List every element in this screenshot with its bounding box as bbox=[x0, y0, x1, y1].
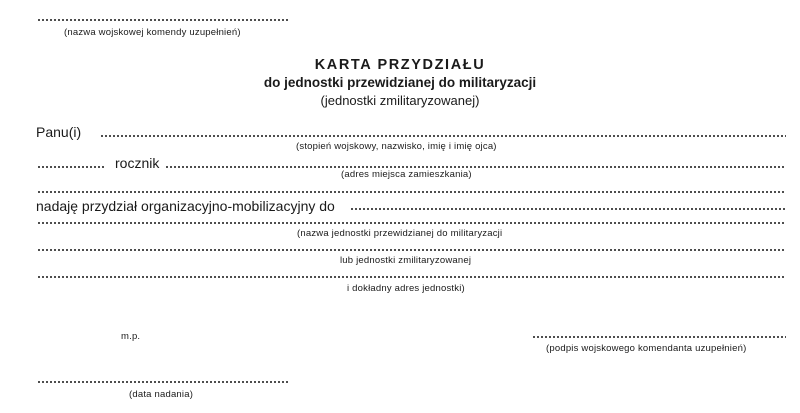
document-title: KARTA PRZYDZIAŁU bbox=[314, 57, 486, 73]
issue-date-line[interactable] bbox=[37, 381, 290, 383]
unit-name-line[interactable] bbox=[350, 208, 786, 210]
issue-date-caption: (data nadania) bbox=[129, 389, 194, 400]
person-name-line[interactable] bbox=[100, 135, 786, 137]
address-caption: (adres miejsca zamieszkania) bbox=[341, 169, 472, 180]
unit-line-2[interactable] bbox=[37, 222, 786, 224]
unit-caption-3: i dokładny adres jednostki) bbox=[347, 283, 465, 294]
commissariat-name-caption: (nazwa wojskowej komendy uzupełnień) bbox=[64, 27, 241, 38]
rocznik-label: rocznik bbox=[115, 155, 160, 171]
unit-line-3[interactable] bbox=[37, 249, 786, 251]
document-subtitle-2: (jednostki zmilitaryzowanej) bbox=[320, 93, 480, 108]
address-line-2[interactable] bbox=[37, 191, 786, 193]
birth-year-line[interactable] bbox=[37, 166, 105, 168]
commissariat-name-line[interactable] bbox=[37, 19, 290, 21]
stamp-place-label: m.p. bbox=[121, 331, 141, 342]
signature-line[interactable] bbox=[532, 336, 786, 338]
document-subtitle: do jednostki przewidzianej do militaryzacji bbox=[263, 75, 537, 90]
unit-line-4[interactable] bbox=[37, 276, 786, 278]
panu-label: Panu(i) bbox=[36, 124, 82, 140]
person-name-caption: (stopień wojskowy, nazwisko, imię i imię ojca) bbox=[296, 141, 497, 152]
unit-caption-2: lub jednostki zmilitaryzowanej bbox=[340, 255, 472, 266]
unit-caption-1: (nazwa jednostki przewidzianej do militaryzacji bbox=[297, 228, 503, 239]
address-line[interactable] bbox=[165, 166, 786, 168]
assignment-label: nadaję przydział organizacyjno-mobilizacyjny do bbox=[36, 198, 335, 214]
signature-caption: (podpis wojskowego komendanta uzupełnień) bbox=[546, 343, 747, 354]
